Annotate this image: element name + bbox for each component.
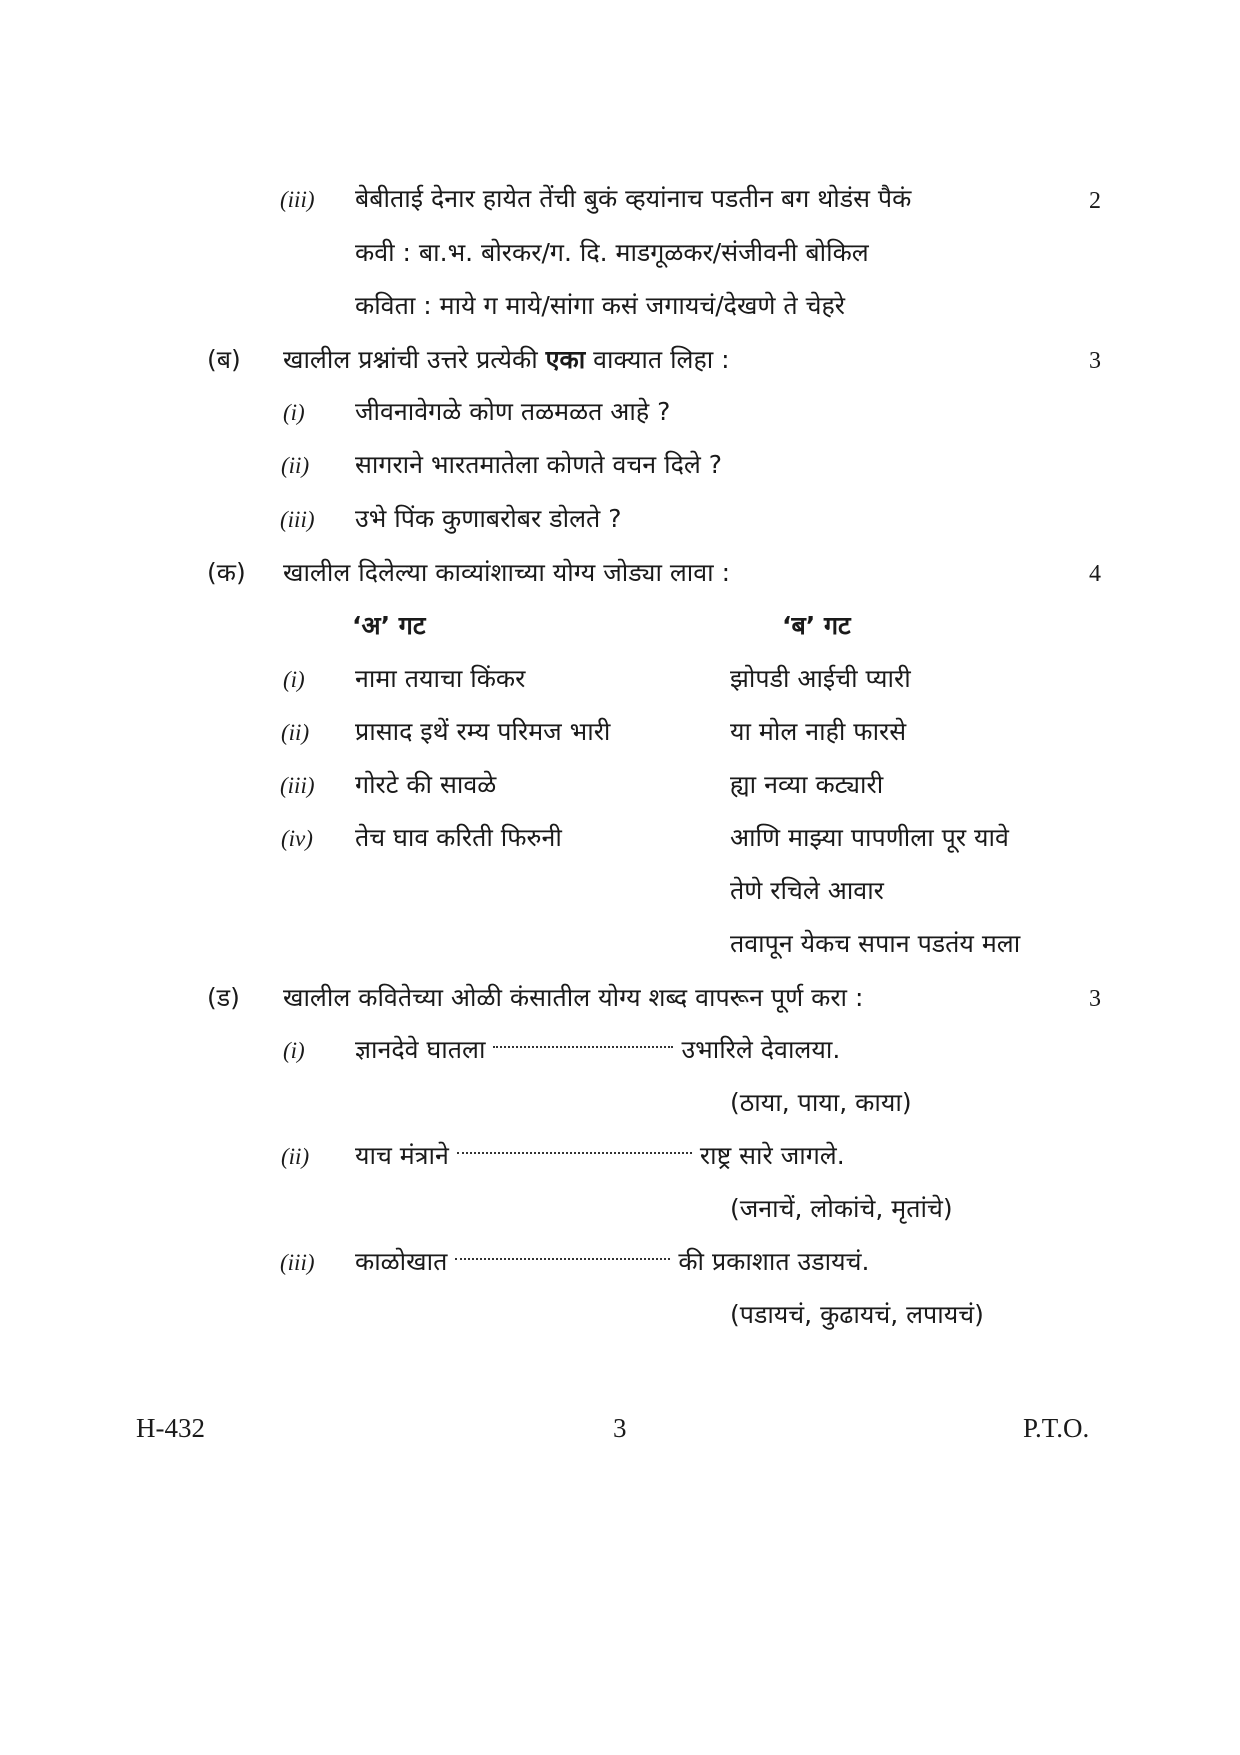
item-number: (iii) <box>280 1250 315 1275</box>
blank <box>493 1046 673 1048</box>
fill-blank-pre: याच मंत्राने <box>355 1141 449 1170</box>
column-b-item: आणि माझ्या पापणीला पूर यावे <box>730 823 1009 852</box>
question-label: (ब) <box>207 345 241 374</box>
column-b-item: या मोल नाही फारसे <box>730 717 907 746</box>
question-text-pre: खालील प्रश्नांची उत्तरे प्रत्येकी <box>283 345 538 374</box>
options: (जनाचें, लोकांचे, मृतांचे) <box>730 1194 953 1223</box>
item-text: जीवनावेगळे कोण तळमळत आहे ? <box>355 397 671 426</box>
poet-options: कवी : बा.भ. बोरकर/ग. दि. माडगूळकर/संजीवनी बोकिल <box>355 238 869 267</box>
question-label: (क) <box>207 558 246 587</box>
blank <box>455 1258 670 1260</box>
item-number: (i) <box>283 667 305 692</box>
item-text: सागराने भारतमातेला कोणते वचन दिले ? <box>355 450 723 479</box>
item-number: (i) <box>283 1038 305 1063</box>
question-label: (ड) <box>207 983 240 1012</box>
question-text-bold: एका <box>545 345 586 374</box>
item-number: (iii) <box>280 773 315 798</box>
item-number: (ii) <box>281 1144 310 1169</box>
item-number: (iii) <box>280 507 315 532</box>
marks: 2 <box>1089 188 1101 214</box>
question-text <box>283 347 730 372</box>
column-b-item: झोपडी आईची प्यारी <box>730 664 911 693</box>
please-turn-over: P.T.O. <box>1023 1413 1090 1443</box>
item-number: (iv) <box>281 826 313 851</box>
question-text: खालील दिलेल्या काव्यांशाच्या योग्य जोड्या लावा : <box>283 558 731 587</box>
column-a-item: तेच घाव करिती फिरुनी <box>355 823 562 852</box>
fill-blank-line <box>355 1037 840 1062</box>
fill-blank-post: की प्रकाशात उडायचं. <box>678 1247 870 1276</box>
blank <box>457 1152 692 1154</box>
marks: 3 <box>1089 348 1101 374</box>
column-a-item: नामा तयाचा किंकर <box>355 664 526 693</box>
column-b-heading: ‘ब’ गट <box>782 611 851 640</box>
marks: 3 <box>1089 986 1101 1012</box>
column-b-item: तवापून येकच सपान पडतंय मला <box>730 929 1021 958</box>
item-number: (ii) <box>281 720 310 745</box>
column-b-item: ह्या नव्या कट्यारी <box>730 770 884 799</box>
marks: 4 <box>1089 561 1101 587</box>
page-number: 3 <box>613 1413 627 1443</box>
question-text: खालील कवितेच्या ओळी कंसातील योग्य शब्द वापरून पूर्ण करा : <box>283 983 864 1012</box>
item-number: (i) <box>283 400 305 425</box>
column-a-heading: ‘अ’ गट <box>352 611 426 640</box>
item-number: (iii) <box>280 187 315 212</box>
options: (ठाया, पाया, काया) <box>730 1088 912 1117</box>
fill-blank-post: उभारिले देवालया. <box>681 1035 841 1064</box>
item-number: (ii) <box>281 453 310 478</box>
fill-blank-pre: ज्ञानदेवे घातला <box>355 1035 486 1064</box>
item-text: उभे पिंक कुणाबरोबर डोलते ? <box>355 504 622 533</box>
column-b-item: तेणे रचिले आवार <box>730 876 884 905</box>
poem-line: बेबीताई देनार हायेत तेंची बुकं व्हयांनाच पडतीन बग थोडंस पैकं <box>355 184 912 213</box>
question-text-post: वाक्यात लिहा : <box>593 345 730 374</box>
paper-code: H-432 <box>136 1413 205 1443</box>
fill-blank-pre: काळोखात <box>355 1247 448 1276</box>
fill-blank-line <box>355 1143 845 1168</box>
options: (पडायचं, कुढायचं, लपायचं) <box>730 1300 984 1329</box>
column-a-item: प्रासाद इथें रम्य परिमज भारी <box>355 717 611 746</box>
column-a-item: गोरटे की सावळे <box>355 770 497 799</box>
poem-options: कविता : माये ग माये/सांगा कसं जगायचं/देखणे ते चेहरे <box>355 291 845 320</box>
fill-blank-post: राष्ट्र सारे जागले. <box>699 1141 845 1170</box>
fill-blank-line <box>355 1249 869 1274</box>
